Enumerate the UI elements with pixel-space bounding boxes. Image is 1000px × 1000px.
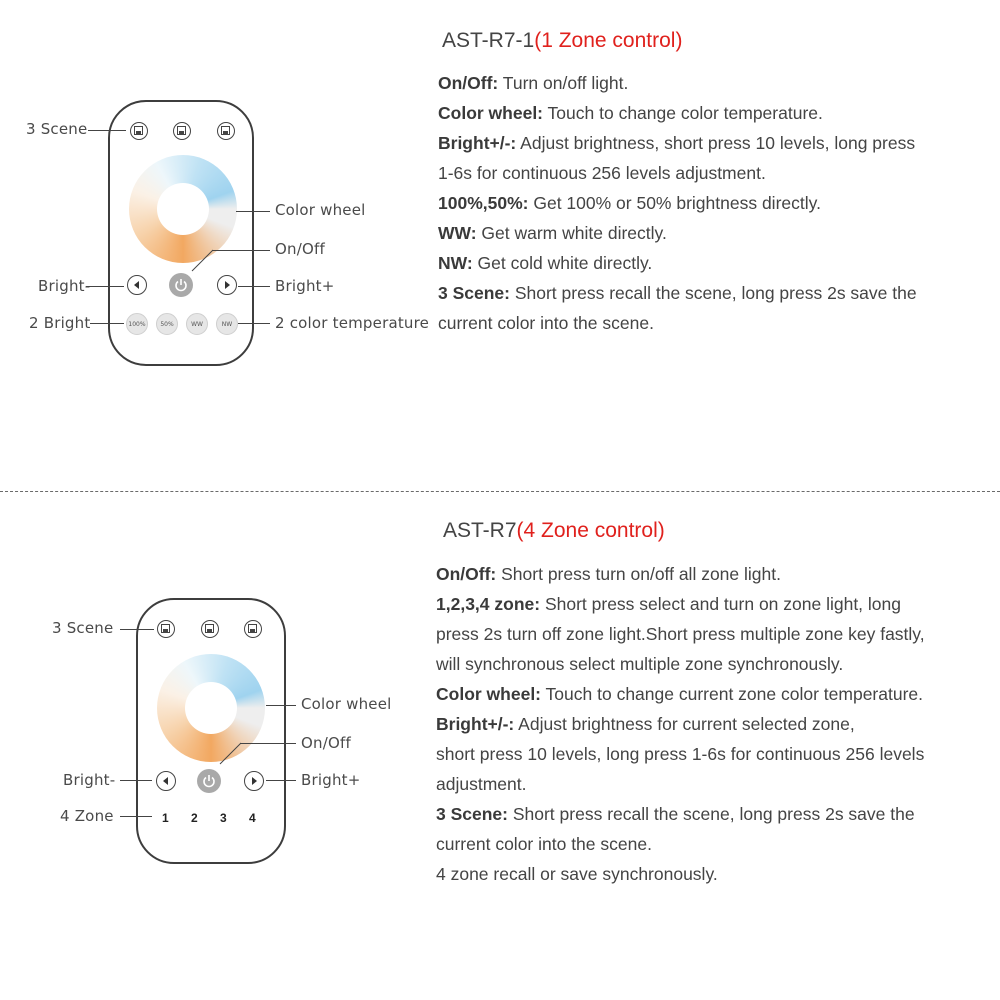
description-line [438, 158, 917, 188]
save-icon [177, 126, 186, 135]
description-text: Get cold white directly. [472, 253, 653, 273]
arrow-left-icon [133, 281, 141, 289]
scene-button-2[interactable] [173, 122, 191, 140]
description-line [438, 68, 917, 98]
description-term: 100%,50%: [438, 193, 529, 213]
callout-line [188, 248, 214, 274]
warm-white-button[interactable]: WW [186, 313, 208, 335]
description-term: Color wheel: [438, 103, 544, 123]
callout-line [212, 250, 270, 251]
description-text: current color into the scene. [436, 834, 652, 854]
description-text: short press 10 levels, long press 1-6s for continuous 256 levels [436, 744, 925, 764]
description-term: Bright+/-: [438, 133, 517, 153]
model-zone-note: (1 Zone control) [534, 29, 683, 52]
arrow-right-icon [223, 281, 231, 289]
label-3-scene: 3 Scene [52, 619, 114, 637]
description-text: Get 100% or 50% brightness directly. [528, 193, 821, 213]
model-zone-note: (4 Zone control) [516, 519, 665, 542]
description-line [436, 829, 925, 859]
scene-button-2[interactable] [201, 620, 219, 638]
description-list [436, 559, 925, 889]
description-line [438, 98, 917, 128]
description-term: Color wheel: [436, 684, 542, 704]
zone-3-button[interactable]: 3 [220, 811, 227, 825]
callout-line [120, 780, 152, 781]
cold-white-button[interactable]: NW [216, 313, 238, 335]
description-text: Touch to change color temperature. [543, 103, 823, 123]
color-wheel[interactable] [129, 155, 237, 263]
remote-ast-r7-1 [108, 100, 254, 366]
description-text: Short press select and turn on zone light, long [540, 594, 901, 614]
description-term: 3 Scene: [438, 283, 510, 303]
description-line [438, 128, 917, 158]
label-3-scene: 3 Scene [26, 120, 88, 138]
callout-line [238, 286, 270, 287]
description-text: Get warm white directly. [476, 223, 667, 243]
description-text: Turn on/off light. [498, 73, 629, 93]
label-2-color-temperature: 2 color temperature [275, 314, 430, 332]
save-icon [134, 126, 143, 135]
description-line [436, 769, 925, 799]
label-2-bright: 2 Bright [29, 314, 91, 332]
bright-plus-button[interactable] [217, 275, 237, 295]
section-divider [0, 491, 1000, 492]
description-term: Bright+/-: [436, 714, 515, 734]
description-term: On/Off: [436, 564, 497, 584]
brightness-50-button[interactable]: 50% [156, 313, 178, 335]
description-term: On/Off: [438, 73, 499, 93]
save-icon [248, 624, 257, 633]
bright-minus-button[interactable] [127, 275, 147, 295]
description-line [436, 559, 925, 589]
scene-button-1[interactable] [157, 620, 175, 638]
description-term: WW: [438, 223, 477, 243]
description-text: adjustment. [436, 774, 527, 794]
power-button[interactable] [197, 769, 221, 793]
callout-line [238, 323, 270, 324]
save-icon [205, 624, 214, 633]
scene-button-3[interactable] [244, 620, 262, 638]
callout-line [86, 286, 124, 287]
description-line [438, 248, 917, 278]
label-4-zone: 4 Zone [60, 807, 114, 825]
description-text: Short press recall the scene, long press 2s save the [507, 804, 915, 824]
callout-line [88, 130, 126, 131]
power-icon [202, 774, 216, 788]
section-ast-r7 [0, 500, 1000, 1000]
description-line [436, 709, 925, 739]
label-bright-plus: Bright+ [275, 277, 335, 295]
description-line [438, 308, 917, 338]
callout-line [216, 741, 242, 767]
label-color-wheel: Color wheel [301, 695, 392, 713]
description-text: Adjust brightness, short press 10 levels, long press [516, 133, 916, 153]
model-name: AST-R7-1 [442, 29, 535, 52]
description-text: Short press recall the scene, long press 2s save the [509, 283, 917, 303]
model-name: AST-R7 [443, 519, 517, 542]
remote-ast-r7 [136, 598, 286, 864]
description-line [438, 218, 917, 248]
description-line [438, 188, 917, 218]
brightness-100-button[interactable]: 100% [126, 313, 148, 335]
power-button[interactable] [169, 273, 193, 297]
description-term: NW: [438, 253, 473, 273]
model-title [442, 29, 682, 53]
zone-1-button[interactable]: 1 [162, 811, 169, 825]
description-text: Touch to change current zone color temperature. [541, 684, 923, 704]
description-term: 3 Scene: [436, 804, 508, 824]
label-on-off: On/Off [301, 734, 351, 752]
description-text: Adjust brightness for current selected zone, [514, 714, 855, 734]
zone-2-button[interactable]: 2 [191, 811, 198, 825]
bright-minus-button[interactable] [156, 771, 176, 791]
callout-line [90, 323, 124, 324]
label-on-off: On/Off [275, 240, 325, 258]
callout-line [266, 780, 296, 781]
bright-plus-button[interactable] [244, 771, 264, 791]
label-bright-minus: Bright- [63, 771, 116, 789]
scene-button-3[interactable] [217, 122, 235, 140]
description-list [438, 68, 917, 338]
description-text: 4 zone recall or save synchronously. [436, 864, 718, 884]
description-text: will synchronous select multiple zone synchronously. [436, 654, 844, 674]
zone-4-button[interactable]: 4 [249, 811, 256, 825]
callout-line [266, 705, 296, 706]
callout-line [240, 743, 296, 744]
callout-line [236, 211, 270, 212]
color-wheel[interactable] [157, 654, 265, 762]
save-icon [161, 624, 170, 633]
description-line [436, 739, 925, 769]
description-text: press 2s turn off zone light.Short press multiple zone key fastly, [436, 624, 925, 644]
description-text: 1-6s for continuous 256 levels adjustment. [438, 163, 766, 183]
description-text: Short press turn on/off all zone light. [496, 564, 781, 584]
model-title [443, 519, 665, 543]
arrow-right-icon [250, 777, 258, 785]
description-line [436, 619, 925, 649]
callout-line [120, 629, 154, 630]
section-ast-r7-1 [0, 0, 1000, 480]
power-icon [174, 278, 188, 292]
label-color-wheel: Color wheel [275, 201, 366, 219]
save-icon [221, 126, 230, 135]
description-line [436, 649, 925, 679]
scene-button-1[interactable] [130, 122, 148, 140]
label-bright-plus: Bright+ [301, 771, 361, 789]
description-line [438, 278, 917, 308]
label-bright-minus: Bright- [38, 277, 91, 295]
description-line [436, 799, 925, 829]
description-line [436, 859, 925, 889]
description-line [436, 589, 925, 619]
arrow-left-icon [162, 777, 170, 785]
callout-line [120, 816, 152, 817]
description-line [436, 679, 925, 709]
description-text: current color into the scene. [438, 313, 654, 333]
description-term: 1,2,3,4 zone: [436, 594, 541, 614]
